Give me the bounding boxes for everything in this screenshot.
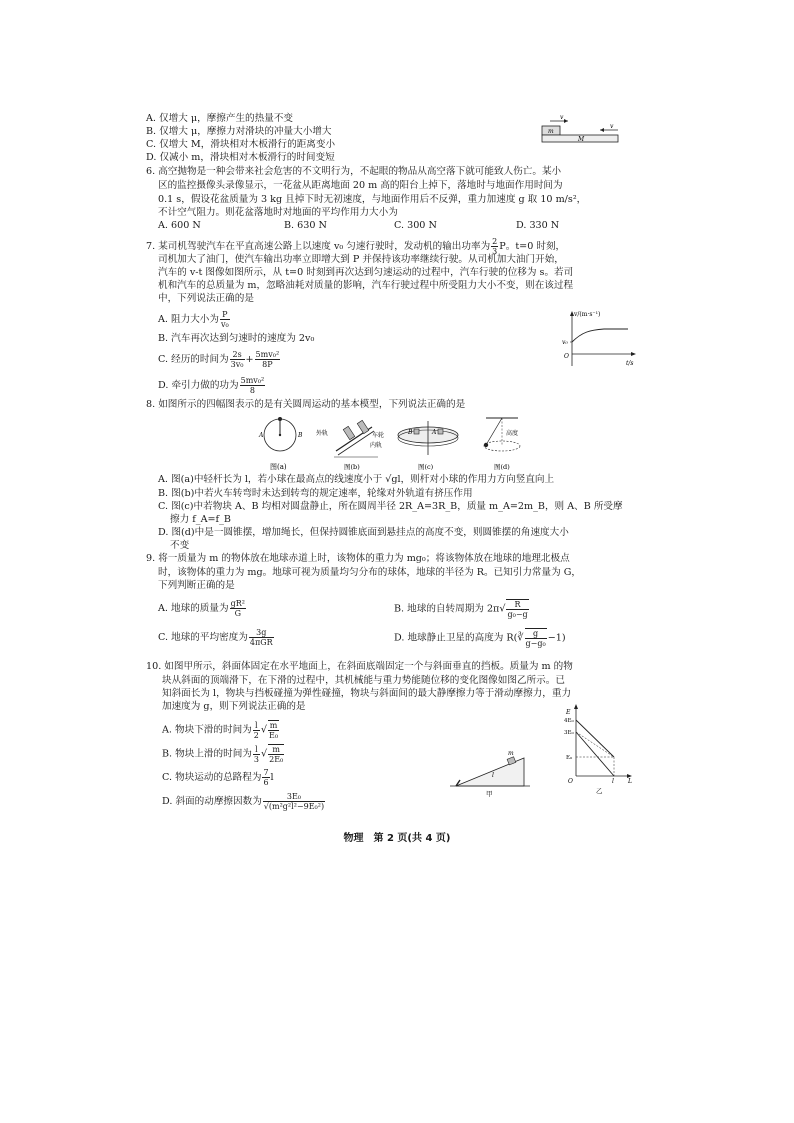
q7-fig-origin: O [564,353,569,360]
q7-line-5: 中，下列说法正确的是 [158,293,254,304]
q10-fig-yi-l: l [612,778,614,785]
q9-line-3: 下列判断正确的是 [158,580,235,591]
q10-line-4: 加速度为 g，则下列说法正确的是 [162,701,306,712]
q8-fig-c-label-b: B [408,429,413,436]
q8-line-1: 8. 如图所示的四幅图表示的是有关圆周运动的基本模型，下列说法正确的是 [146,399,466,410]
q8-figure-b [316,413,392,473]
q5-option-b: B. 仅增大 μ，摩擦力对滑块的冲量大小增大 [146,126,332,137]
q7-line-2: 司机加大了油门，使汽车输出功率立即增大到 P 并保持该功率继续行驶。从司机加大油门开始， [158,254,564,265]
q7-fig-v0: v₀ [562,339,568,346]
q10-line-1: 10. 如图甲所示，斜面体固定在水平地面上，在斜面底端固定一个与斜面垂直的挡板。质量为 m 的物 [146,661,573,672]
q5-fig-v-right: v [610,123,614,130]
q5-fig-v-top: v [560,114,564,121]
q10-option-a: A. 物块下滑的时间为 $\frac{l}{2}$ √ $\frac{m}{\text{E₀}}$ [162,720,279,740]
q8-fig-b-inner: 内轨 [370,442,383,449]
q5-option-c: C. 仅增大 M，滑块相对木板滑行的距离变小 [146,139,336,150]
q10-option-c: C. 物块运动的总路程为 $\frac{7}{6}$ l [162,768,274,787]
q8-option-b: B. 图(b)中若火车转弯时未达到转弯的规定速率，轮缘对外轨道有挤压作用 [158,488,473,499]
q9-line-2: 时，该物体的重力为 mg。地球可视为质量均匀分布的球体，地球的半径为 R。已知引力常量为 G， [158,567,582,578]
q10-option-d: D. 斜面的动摩擦因数为 $\frac{\text{3E₀}}{\text{√(m²g²l²−9E₀²)}}$ [162,792,325,811]
q8-option-c-line-1: C. 图(c)中若物块 A、B 均相对圆盘静止，所在圆周半径 2R_A=3R_B，质量 m_A=2m_B，则 A、B 所受摩 [158,501,623,512]
q10-fig-yi-O: O [568,778,573,785]
q6-option-c: C. 300 N [394,220,437,231]
q7-fig-ylabel: v/(m·s⁻¹) [574,311,601,318]
page-footer: 物理 第 2 页(共 4 页) [343,833,451,844]
q10-fig-jia-caption: 甲 [486,790,493,798]
q5-fig-m: m [548,128,554,135]
q8-figure-c [394,413,464,473]
q8-option-d-line-2: 不变 [170,540,190,551]
q7-line-1: 7. 某司机驾驶汽车在平直高速公路上以速度 v₀ 匀速行驶时，发动机的输出功率为 $\frac{2}{3}$ P。t=0 时刻， [146,237,566,256]
q8-fig-d-height: 高度 [506,430,519,437]
q5-option-d: D. 仅减小 m，滑块相对木板滑行的时间变短 [146,152,335,163]
q10-incline-figure [450,744,534,800]
q8-fig-d-caption: 图(d) [494,463,510,471]
q10-energy-graph [564,702,636,796]
q7-option-d: D. 牵引力做的功为 $\frac{\text{5mv₀²}}{8}$ [158,376,265,395]
q8-option-c-line-2: 擦力 f_A=f_B [170,514,231,525]
q6-line-2: 区的监控摄像头录像显示，一花盆从距离地面 20 m 高的阳台上掉下，落地时与地面作用时间为 [158,180,563,191]
q6-option-b: B. 630 N [284,220,327,231]
q8-fig-a-label-a: A [259,432,264,439]
q8-fig-a-caption: 图(a) [270,463,287,471]
q6-option-a: A. 600 N [158,220,201,231]
q8-fig-c-label-a: A [432,429,437,436]
q8-figure-a [258,413,304,473]
q7-option-c: C. 经历的时间为 $\frac{2s}{\text{3v₀}}$ + $\frac{\text{5mv₀²}}{8P}$ [158,350,280,369]
q6-line-1: 6. 高空抛物是一种会带来社会危害的不文明行为，不起眼的物品从高空落下就可能致人伤亡。某小 [146,166,562,177]
q7-option-b: B. 汽车再次达到匀速时的速度为 2v₀ [158,333,315,344]
q10-line-2: 块从斜面的顶端滑下，在下滑的过程中，其机械能与重力势能随位移的变化图像如图乙所示。已 [162,675,565,686]
q7-option-a: A. 阻力大小为 $\frac{P}{\text{v₀}}$ [158,310,229,329]
q5-option-a: A. 仅增大 μ，摩擦产生的热量不变 [146,113,294,124]
q10-fig-jia-m: m [508,750,514,757]
q9-line-1: 9. 将一质量为 m 的物体放在地球赤道上时，该物体的重力为 mg₀；将该物体放在地球的地理北极点 [146,553,570,564]
q9-option-a: A. 地球的质量为 $\frac{\text{gR²}}{G}$ [158,599,245,618]
q8-fig-b-outer: 外轨 [316,430,329,437]
q10-fig-yi-L: L [628,778,632,785]
q9-option-d: D. 地球静止卫星的高度为 R(∛ $\frac{g}{\text{g−g₀}}$ −1) [394,629,566,648]
q6-line-3: 0.1 s，假设花盆质量为 3 kg 且掉下时无初速度，与地面作用后不反弹，重力加速度 g 取 10 m/s²， [158,194,587,205]
q5-board-figure [538,113,628,147]
q7-fig-xlabel: t/s [626,360,634,367]
q8-fig-b-caption: 图(b) [344,463,360,471]
q6-line-4: 不计空气阻力。则花盆落地时对地面的平均作用力大小为 [158,207,398,218]
q8-fig-b-wheel: 车轮 [372,432,385,439]
q10-fig-jia-l: l [492,772,494,779]
q8-fig-c-caption: 图(c) [418,463,434,471]
q6-option-d: D. 330 N [516,220,560,231]
q8-figure-d [472,413,538,473]
q10-fig-yi-E0: E₀ [566,755,573,761]
q7-vt-graph [560,308,640,370]
q8-option-a: A. 图(a)中轻杆长为 l，若小球在最高点的线速度小于 √gl，则杆对小球的作用力方向竖直向上 [158,474,555,485]
q10-fig-yi-3E0: 3E₀ [564,730,574,736]
q9-option-c: C. 地球的平均密度为 $\frac{3g}{\text{4πGR}}$ [158,628,273,647]
q10-fig-yi-caption: 乙 [596,787,603,795]
q7-line-4: 机和汽车的总质量为 m，忽略油耗对质量的影响，汽车行驶过程中所受阻力大小不变，则在该过程 [158,280,574,291]
q10-option-b: B. 物块上滑的时间为 $\frac{l}{3}$ √ $\frac{m}{\text{2E₀}}$ [162,744,284,764]
q7-line-3: 汽车的 v-t 图像如图所示，从 t=0 时刻到再次达到匀速运动的过程中，汽车行驶的位移为 s。若司 [158,267,574,278]
q10-line-3: 知斜面长为 l，物块与挡板碰撞为弹性碰撞，物块与斜面间的最大静摩擦力等于滑动摩擦力，重力 [162,688,572,699]
q10-fig-yi-E: E [566,709,571,716]
q8-option-d-line-1: D. 图(d)中是一圆锥摆，增加绳长，但保持圆锥底面到悬挂点的高度不变，则圆锥摆的角速度大小 [158,527,569,538]
q5-fig-M: M [578,136,585,143]
q9-option-b: B. 地球的自转周期为 2π√ $\frac{R}{\text{g₀−g}}$ [394,600,528,619]
q10-fig-yi-4E0: 4E₀ [564,718,574,724]
q8-fig-a-label-b: B [298,432,303,439]
